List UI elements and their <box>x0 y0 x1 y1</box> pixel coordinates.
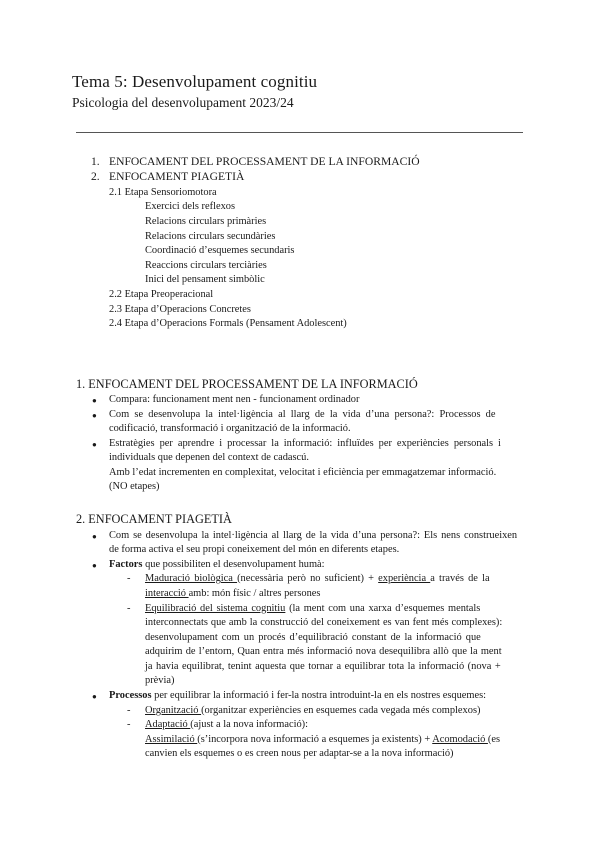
paragraph-text: a través de la <box>430 573 490 584</box>
paragraph-line: desenvolupament com un procés d’equilibració constant de la informació que <box>145 632 481 643</box>
paragraph-text: (organitzar experiències en esquemes cada vegada més complexos) <box>201 705 481 716</box>
document-title: Tema 5: Desenvolupament cognitiu <box>72 72 318 91</box>
toc-item-number: 2. <box>91 170 100 183</box>
toc-substage: Inici del pensament simbòlic <box>145 274 265 285</box>
process-3-line <box>145 734 500 745</box>
process-1-line <box>145 705 480 716</box>
paragraph-line: de forma activa el seu propi coneixement del món en diferents etapes. <box>109 544 400 555</box>
toc-item-2: ENFOCAMENT PIAGETIÀ <box>109 170 245 183</box>
processos-line <box>109 690 486 701</box>
dash-marker: - <box>127 705 131 716</box>
bullet-icon: ● <box>92 411 97 420</box>
paragraph-line: Compara: funcionament ment nen - funcionament ordinador <box>109 394 360 405</box>
paragraph-line: Com se desenvolupa la intel·ligència al llarg de la vida d’una persona?: Processos de <box>109 409 496 420</box>
paragraph-line: individuals que depenen del context de cadascú. <box>109 452 309 463</box>
term-acomodacio: Acomodació <box>432 734 488 745</box>
paragraph-line: adquirim de l’entorn, Quan entra més informació nova desequilibra allò que la ment <box>145 646 502 657</box>
paragraph-line: ja havia equilibrat, tenint aquesta que tornar a equilibrar tota la informació (nova + <box>145 661 501 672</box>
paragraph-line: Com se desenvolupa la intel·ligència al llarg de la vida d’una persona?: Els nens construeixen <box>109 530 518 541</box>
paragraph-text: (la ment com una xarxa d’esquemes mentals <box>285 603 481 614</box>
paragraph-text: (es <box>487 734 501 745</box>
term-adaptacio: Adaptació <box>145 719 191 730</box>
bullet-icon: ● <box>92 396 97 405</box>
toc-substage: Coordinació d’esquemes secundaris <box>145 245 295 256</box>
bullet-icon: ● <box>92 692 97 701</box>
paragraph-line: codificació, transformació i organització de la informació. <box>109 423 351 434</box>
term-assimilacio: Assimilació <box>145 734 198 745</box>
paragraph-text: (s’incorpora nova informació a esquemes ja existents) + <box>197 734 433 745</box>
processos-text: per equilibrar la informació i fer-la nostra introduint-la en els nostres esquemes: <box>151 690 487 701</box>
factor-2-line <box>145 603 480 614</box>
processos-label: Processos <box>109 690 152 701</box>
toc-substage: Reaccions circulars terciàries <box>145 260 267 271</box>
header-divider <box>76 132 523 133</box>
dash-marker: - <box>127 719 131 730</box>
factor-1-line <box>145 573 490 584</box>
paragraph-line: canvien els esquemes o es creen nous per adaptar-se a la nova informació) <box>145 748 454 759</box>
toc-item-1: ENFOCAMENT DEL PROCESSAMENT DE LA INFORMACIÓ <box>109 155 420 168</box>
factor-1-line-2 <box>145 588 320 599</box>
toc-substage: Relacions circulars secundàries <box>145 231 276 242</box>
factors-line <box>109 559 325 570</box>
bullet-icon: ● <box>92 561 97 570</box>
bullet-icon: ● <box>92 440 97 449</box>
term-experiencia: experiència <box>378 573 431 584</box>
toc-stage-2-3: 2.3 Etapa d’Operacions Concretes <box>109 304 251 315</box>
paragraph-text: (necessària però no suficient) + <box>237 573 379 584</box>
toc-stage-2-2: 2.2 Etapa Preoperacional <box>109 289 214 300</box>
factors-text: que possibiliten el desenvolupament humà: <box>142 559 325 570</box>
term-interaccio: interacció <box>145 588 189 599</box>
paragraph-line: prèvia) <box>145 675 175 686</box>
dash-marker: - <box>127 573 131 584</box>
dash-marker: - <box>127 603 131 614</box>
toc-stage-2-4: 2.4 Etapa d’Operacions Formals (Pensament Adolescent) <box>109 318 347 329</box>
term-equilibracio: Equilibració del sistema cognitiu <box>145 603 286 614</box>
paragraph-line: Amb l’edat incrementen en complexitat, velocitat i eficiència per emmagatzemar informació. <box>109 467 497 478</box>
paragraph-line: (NO etapes) <box>109 481 160 492</box>
toc-substage: Exercici dels reflexos <box>145 201 236 212</box>
document-subtitle: Psicologia del desenvolupament 2023/24 <box>72 95 294 110</box>
toc-item-number: 1. <box>91 155 100 168</box>
paragraph-line: Estratègies per aprendre i processar la informació: influïdes per experiències personals i <box>109 438 501 449</box>
paragraph-line: interconnectats que amb la construcció del coneixement es van fent més complexes): <box>145 617 503 628</box>
section-heading: 2. ENFOCAMENT PIAGETIÀ <box>76 512 232 526</box>
section-heading: 1. ENFOCAMENT DEL PROCESSAMENT DE LA INFORMACIÓ <box>76 377 418 391</box>
process-2-line <box>145 719 308 730</box>
term-organitzacio: Organització <box>145 705 202 716</box>
bullet-icon: ● <box>92 532 97 541</box>
paragraph-text: amb: món físic / altres persones <box>188 588 321 599</box>
term-maduracio: Maduració biològica <box>145 573 238 584</box>
paragraph-text: (ajust a la nova informació): <box>190 719 309 730</box>
toc-stage-2-1: 2.1 Etapa Sensoriomotora <box>109 187 217 198</box>
toc-substage: Relacions circulars primàries <box>145 216 267 227</box>
factors-label: Factors <box>109 559 143 570</box>
